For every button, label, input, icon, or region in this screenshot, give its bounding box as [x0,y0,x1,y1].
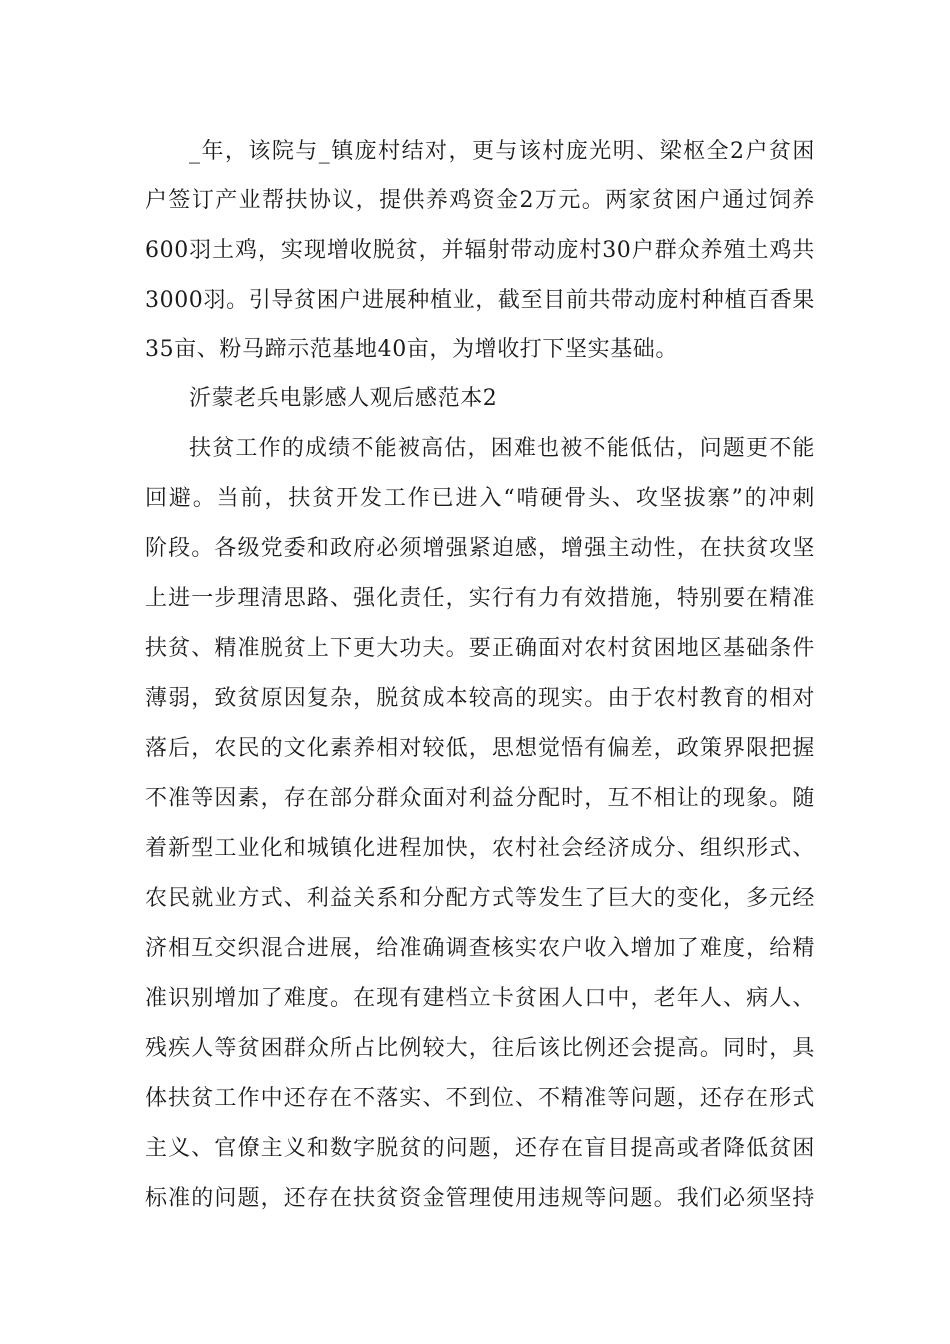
document-body [145,0,815,1344]
paragraph-2-line-15: 主义、官僚主义和数字脱贫的问题，还存在盲目提高或者降低贫困 [145,1136,815,1161]
paragraph-2-line-1: 扶贫工作的成绩不能被高估，困难也被不能低估，问题更不能 [189,436,815,461]
paragraph-2-line-16: 标准的问题，还存在扶贫资金管理使用违规等问题。我们必须坚持 [145,1186,815,1211]
paragraph-2-line-3: 阶段。各级党委和政府必须增强紧迫感，增强主动性，在扶贫攻坚 [145,536,815,561]
paragraph-2-line-6: 薄弱，致贫原因复杂，脱贫成本较高的现实。由于农村教育的相对 [145,686,815,711]
paragraph-2-line-2: 回避。当前，扶贫开发工作已进入“啃硬骨头、攻坚拔寨”的冲刺 [145,486,815,511]
paragraph-2-line-8: 不准等因素，存在部分群众面对利益分配时，互不相让的现象。随 [145,786,815,811]
paragraph-2-line-10: 农民就业方式、利益关系和分配方式等发生了巨大的变化，多元经 [145,886,815,911]
paragraph-1-line-1: _年，该院与_镇庞村结对，更与该村庞光明、梁枢全2户贫困 [189,139,815,164]
paragraph-1-line-3: 600羽土鸡，实现增收脱贫，并辐射带动庞村30户群众养殖土鸡共 [145,238,815,263]
paragraph-2-line-12: 准识别增加了难度。在现有建档立卡贫困人口中，老年人、病人、 [145,986,815,1011]
paragraph-2-line-11: 济相互交织混合进展，给准确调查核实农户收入增加了难度，给精 [145,936,815,961]
paragraph-1-line-4: 3000羽。引导贫困户进展种植业，截至目前共带动庞村种植百香果 [145,288,815,313]
paragraph-2-line-5: 扶贫、精准脱贫上下更大功夫。要正确面对农村贫困地区基础条件 [145,636,815,661]
paragraph-2-line-7: 落后，农民的文化素养相对较低，思想觉悟有偏差，政策界限把握 [145,736,815,761]
paragraph-1-line-2: 户签订产业帮扶协议，提供养鸡资金2万元。两家贫困户通过饲养 [145,188,815,213]
paragraph-2-line-9: 着新型工业化和城镇化进程加快，农村社会经济成分、组织形式、 [145,836,815,861]
paragraph-2-line-4: 上进一步理清思路、强化责任，实行有力有效措施，特别要在精准 [145,586,815,611]
paragraph-2-line-13: 残疾人等贫困群众所占比例较大，往后该比例还会提高。同时，具 [145,1036,815,1061]
paragraph-2-line-14: 体扶贫工作中还存在不落实、不到位、不精准等问题，还存在形式 [145,1086,815,1111]
paragraph-1-line-5: 35亩、粉马蹄示范基地40亩，为增收打下坚实基础。 [145,337,678,362]
section-heading: 沂蒙老兵电影感人观后感范本2 [189,386,498,411]
